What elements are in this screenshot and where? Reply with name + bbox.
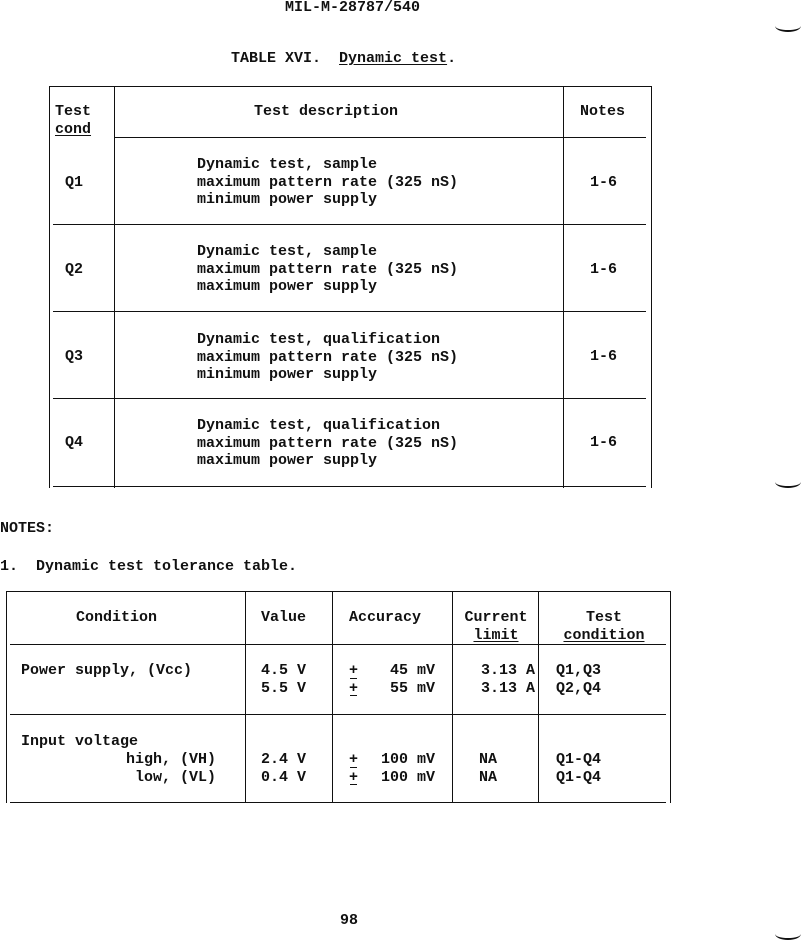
binding-mark (775, 476, 801, 488)
column-header-test-cond: Test cond (55, 103, 92, 138)
row-cond: Q1 (65, 174, 84, 191)
row-cond: Q2 (65, 261, 84, 278)
accuracy-sign: + + (349, 662, 359, 697)
binding-mark (775, 928, 801, 940)
row-description: Dynamic test, sample maximum pattern rate (325 nS) maximum power supply (197, 243, 459, 295)
row-notes: 1-6 (590, 348, 618, 365)
row-cond: Q4 (65, 434, 84, 451)
accuracy-sign: + + (349, 751, 359, 786)
current-limit-cell: NA NA (479, 751, 498, 786)
condition-label: Input voltage (21, 733, 139, 750)
row-notes: 1-6 (590, 261, 618, 278)
row-description: Dynamic test, qualification maximum pattern rate (325 nS) minimum power supply (197, 331, 459, 383)
binding-mark (775, 20, 801, 32)
value-cell: 2.4 V 0.4 V (261, 751, 307, 786)
column-header-condition: Condition (76, 609, 158, 626)
column-header-test-condition: Test condition (563, 609, 645, 644)
test-condition-cell: Q1-Q4 Q1-Q4 (556, 751, 602, 786)
test-condition-cell: Q1,Q3 Q2,Q4 (556, 662, 602, 697)
condition-sublabel: high, (VH) low, (VL) (125, 751, 216, 786)
row-cond: Q3 (65, 348, 84, 365)
column-header-notes: Notes (580, 103, 626, 120)
accuracy-value: 45 mV 55 mV (389, 662, 435, 697)
row-description: Dynamic test, sample maximum pattern rate (325 nS) minimum power supply (197, 156, 459, 208)
note-item-1: 1. Dynamic test tolerance table. (0, 558, 298, 575)
condition-label: Power supply, (Vcc) (21, 662, 193, 679)
row-notes: 1-6 (590, 434, 618, 451)
row-description: Dynamic test, qualification maximum pattern rate (325 nS) maximum power supply (197, 417, 459, 469)
column-header-description: Test description (254, 103, 399, 120)
value-cell: 4.5 V 5.5 V (261, 662, 307, 697)
notes-heading: NOTES: (0, 520, 55, 537)
column-header-accuracy: Accuracy (349, 609, 422, 626)
row-notes: 1-6 (590, 174, 618, 191)
table-title: TABLE XVI. Dynamic test. (231, 50, 457, 67)
document-number: MIL-M-28787/540 (285, 0, 421, 16)
page-number: 98 (340, 912, 359, 929)
column-header-current-limit: Current limit (464, 609, 528, 644)
current-limit-cell: 3.13 A 3.13 A (480, 662, 535, 697)
column-header-value: Value (261, 609, 307, 626)
accuracy-value: 100 mV 100 mV (380, 751, 435, 786)
